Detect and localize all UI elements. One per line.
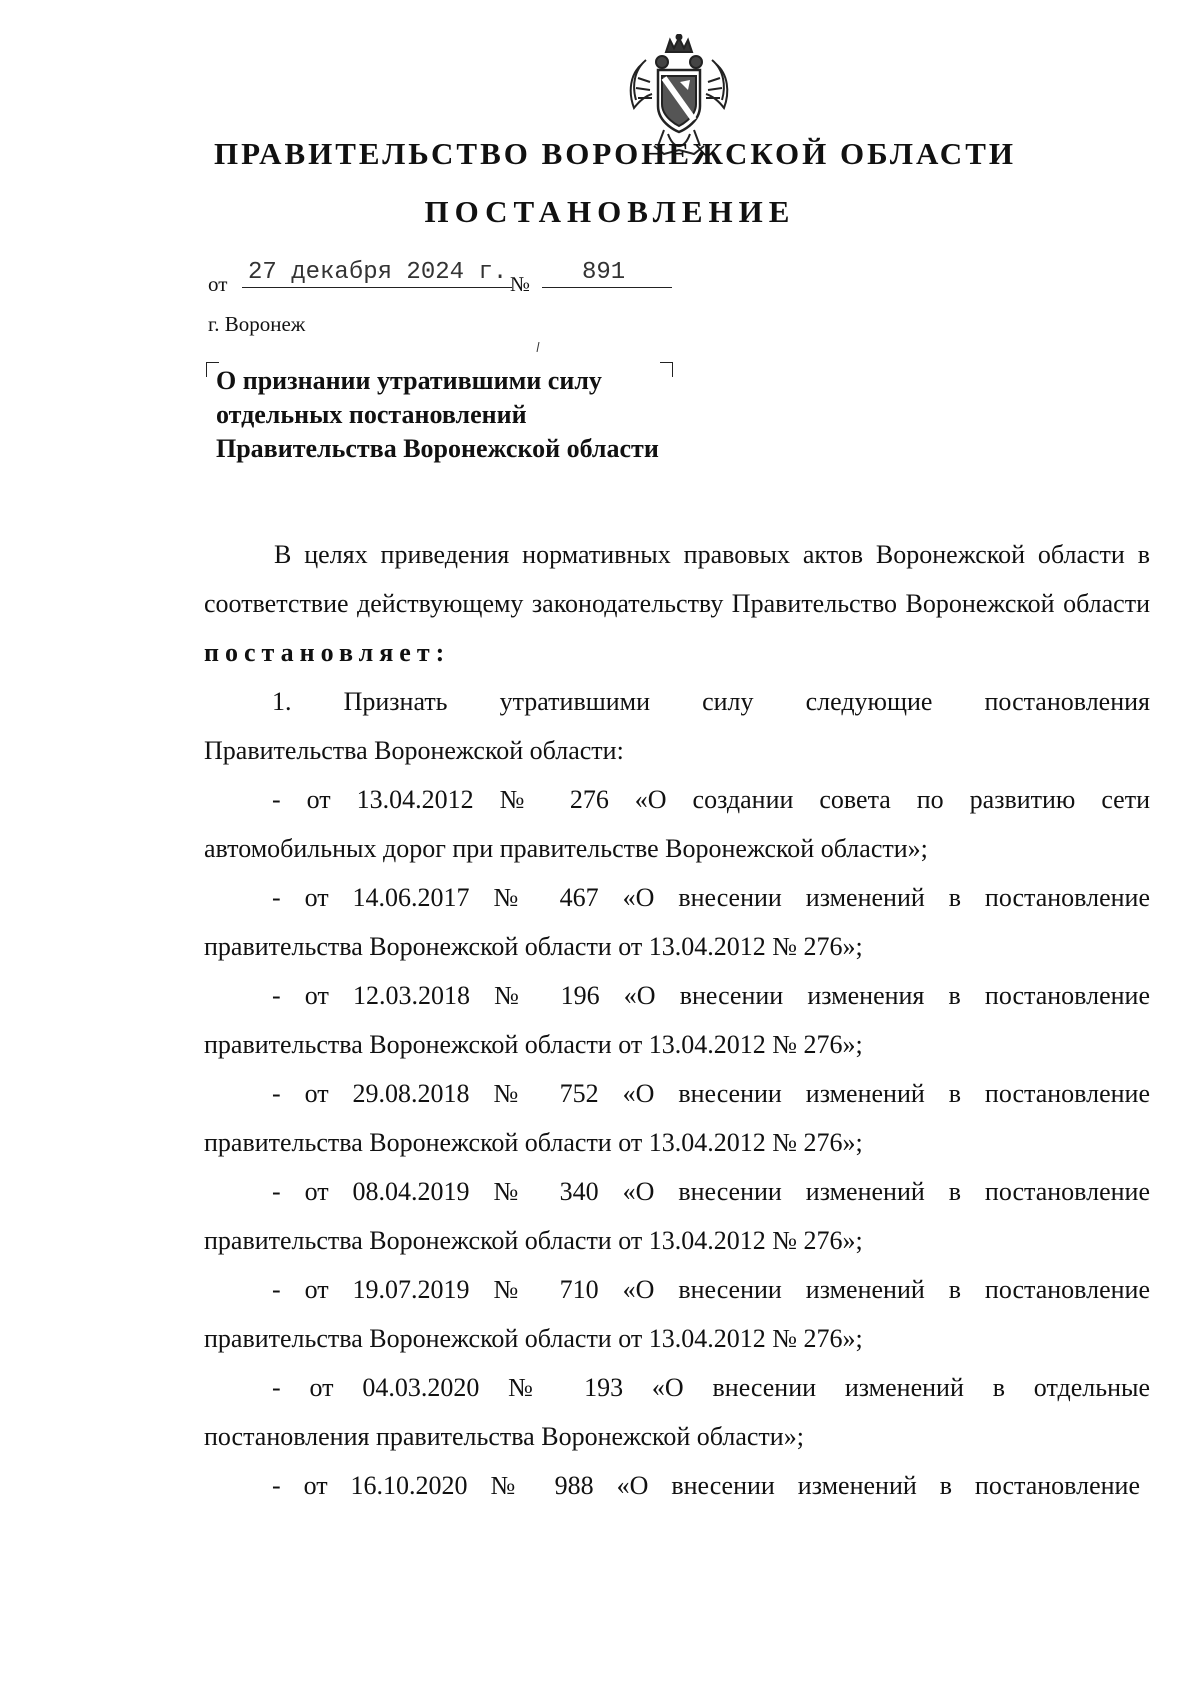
document-type: ПОСТАНОВЛЕНИЕ bbox=[424, 194, 796, 229]
list-item-line: - от 29.08.2018 № 752 «О внесении изменений в постановление bbox=[272, 1079, 1150, 1108]
list-item-line: правительства Воронежской области от 13.04.2012 № 276»; bbox=[204, 932, 863, 961]
list-item-line: правительства Воронежской области от 13.04.2012 № 276»; bbox=[204, 1226, 863, 1255]
city-name: г. Воронеж bbox=[208, 312, 306, 336]
organization-name: ПРАВИТЕЛЬСТВО ВОРОНЕЖСКОЙ ОБЛАСТИ bbox=[214, 136, 1016, 171]
list-item-line: - от 14.06.2017 № 467 «О внесении изменений в постановление bbox=[272, 883, 1150, 912]
list-item bbox=[204, 1461, 1150, 1510]
subject-line: Правительства Воронежской области bbox=[216, 434, 659, 463]
document-body bbox=[204, 530, 1150, 1510]
number-sign: № bbox=[510, 272, 531, 296]
list-item bbox=[204, 873, 1150, 971]
resolve-word: постановляет: bbox=[204, 638, 451, 667]
list-item bbox=[204, 1167, 1150, 1265]
list-item-line: - от 13.04.2012 № 276 «О создании совета по развитию сети bbox=[272, 785, 1150, 814]
item-1-line: Правительства Воронежской области: bbox=[204, 736, 624, 765]
list-item-line: - от 16.10.2020 № 988 «О внесении изменений в постановление bbox=[272, 1471, 1140, 1500]
scan-mark bbox=[536, 342, 540, 352]
list-item bbox=[204, 1069, 1150, 1167]
preamble-paragraph bbox=[204, 530, 1150, 677]
item-1 bbox=[204, 677, 1150, 775]
list-item-line: - от 04.03.2020 № 193 «О внесении изменений в отдельные bbox=[272, 1373, 1150, 1402]
list-item-line: правительства Воронежской области от 13.04.2012 № 276»; bbox=[204, 1128, 863, 1157]
document-dateline bbox=[208, 258, 678, 294]
list-item bbox=[204, 1363, 1150, 1461]
list-item-line: - от 19.07.2019 № 710 «О внесении изменений в постановление bbox=[272, 1275, 1150, 1304]
document-number: 891 bbox=[542, 258, 672, 288]
preamble-text: В целях приведения нормативных правовых актов Воронежской области в соответствие действующему законодательству Правительство Воронежской области bbox=[204, 540, 1150, 618]
document-date: 27 декабря 2024 г. bbox=[242, 258, 512, 288]
list-item-line: правительства Воронежской области от 13.04.2012 № 276»; bbox=[204, 1324, 863, 1353]
list-item-line: автомобильных дорог при правительстве Воронежской области»; bbox=[204, 834, 928, 863]
subject-line: отдельных постановлений bbox=[216, 400, 527, 429]
date-prefix: от bbox=[208, 272, 228, 296]
list-item-line: - от 12.03.2018 № 196 «О внесении изменения в постановление bbox=[272, 981, 1150, 1010]
list-item bbox=[204, 971, 1150, 1069]
list-item-line: правительства Воронежской области от 13.04.2012 № 276»; bbox=[204, 1030, 863, 1059]
list-item bbox=[204, 1265, 1150, 1363]
list-item-line: постановления правительства Воронежской области»; bbox=[204, 1422, 804, 1451]
document-subject bbox=[216, 364, 776, 466]
list-item-line: - от 08.04.2019 № 340 «О внесении изменений в постановление bbox=[272, 1177, 1150, 1206]
subject-line: О признании утратившими силу bbox=[216, 366, 602, 395]
list-item bbox=[204, 775, 1150, 873]
item-1-line: 1. Признать утратившими силу следующие постановления bbox=[272, 687, 1150, 716]
